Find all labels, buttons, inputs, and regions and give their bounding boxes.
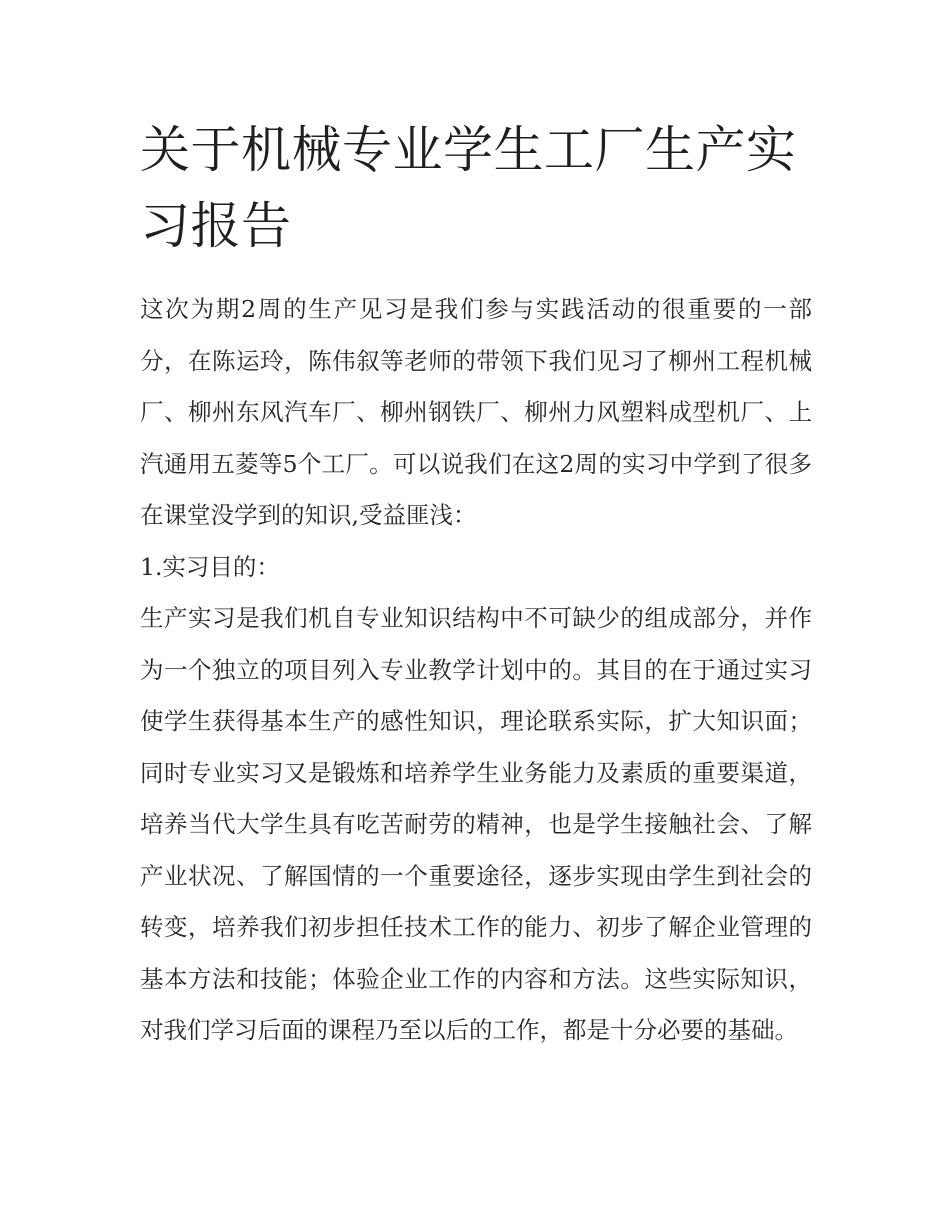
document-title: 关于机械专业学生工厂生产实习报告 (140, 121, 797, 255)
intro-paragraph: 这次为期2周的生产见习是我们参与实践活动的很重要的一部分，在陈运玲，陈伟叙等老师的带领下我们见习了柳州工程机械厂、柳州东风汽车厂、柳州钢铁厂、柳州力风塑料成型机厂、上汽通用五菱等5个工厂。可以说我们在这2周的实习中学到了很多在课堂没学到的知识,受益匪浅： (140, 295, 812, 529)
purpose-paragraph: 生产实习是我们机自专业知识结构中不可缺少的组成部分，并作为一个独立的项目列入专业教学计划中的。其目的在于通过实习使学生获得基本生产的感性知识，理论联系实际，扩大知识面；同时专业实习又是锻炼和培养学生业务能力及素质的重要渠道，培养当代大学生具有吃苦耐劳的精神，也是学生接触社会、了解产业状况、了解国情的一个重要途径，逐步实现由学生到社会的转变，培养我们初步担任技术工作的能力、初步了解企业管理的基本方法和技能；体验企业工作的内容和方法。这些实际知识，对我们学习后面的课程乃至以后的工作，都是十分必要的基础。 (140, 604, 812, 1044)
section-heading: 1.实习目的： (140, 552, 280, 581)
document-content (140, 112, 812, 1057)
